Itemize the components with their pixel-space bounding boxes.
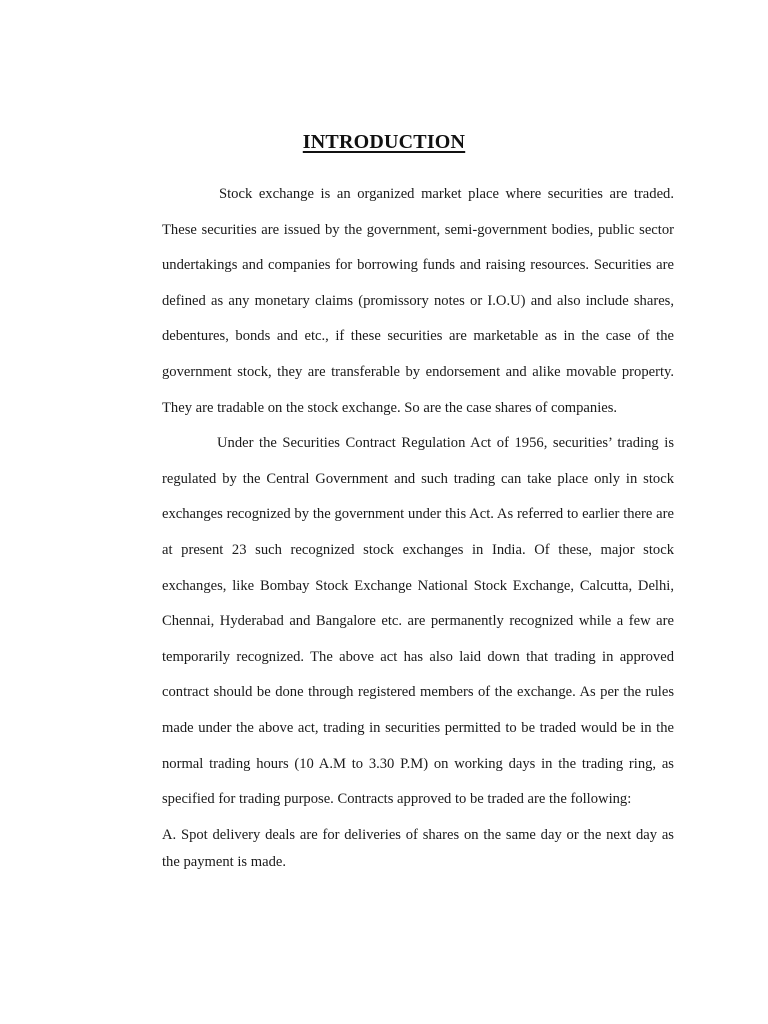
paragraph-stock-exchange-definition: Stock exchange is an organized market place where securities are traded. These securities are issued by the government, semi-government bodies, public sector undertakings and companies for borrowing funds and raising resources. Securities are defined as any monetary claims (promissory notes or I.O.U) and also include shares, debentures, bonds and etc., if these securities are marketable as in the case of the government stock, they are transferable by endorsement and alike movable property. They are tradable on the stock exchange. So are the case shares of companies. <box>162 186 674 416</box>
paragraph-securities-contract-act: Under the Securities Contract Regulation Act of 1956, securities’ trading is regulated by the Central Government and such trading can take place only in stock exchanges recognized by the government under this Act. As referred to earlier there are at present 23 such recognized stock exchanges in India. Of these, major stock exchanges, like Bombay Stock Exchange National Stock Exchange, Calcutta, Delhi, Chennai, Hyderabad and Bangalore etc. are permanently recognized while a few are temporarily recognized. The above act has also laid down that trading in approved contract should be done through registered members of the exchange. As per the rules made under the above act, trading in securities permitted to be traded would be in the normal trading hours (10 A.M to 3.30 P.M) on working days in the trading ring, as specified for trading purpose. Contracts approved to be traded are the following: <box>162 435 674 808</box>
document-body <box>162 177 674 876</box>
list-item-spot-delivery: A. Spot delivery deals are for deliveries of shares on the same day or the next day as the payment is made. <box>162 826 674 870</box>
page-title-text: INTRODUCTION <box>302 131 466 153</box>
page-title <box>0 119 768 156</box>
